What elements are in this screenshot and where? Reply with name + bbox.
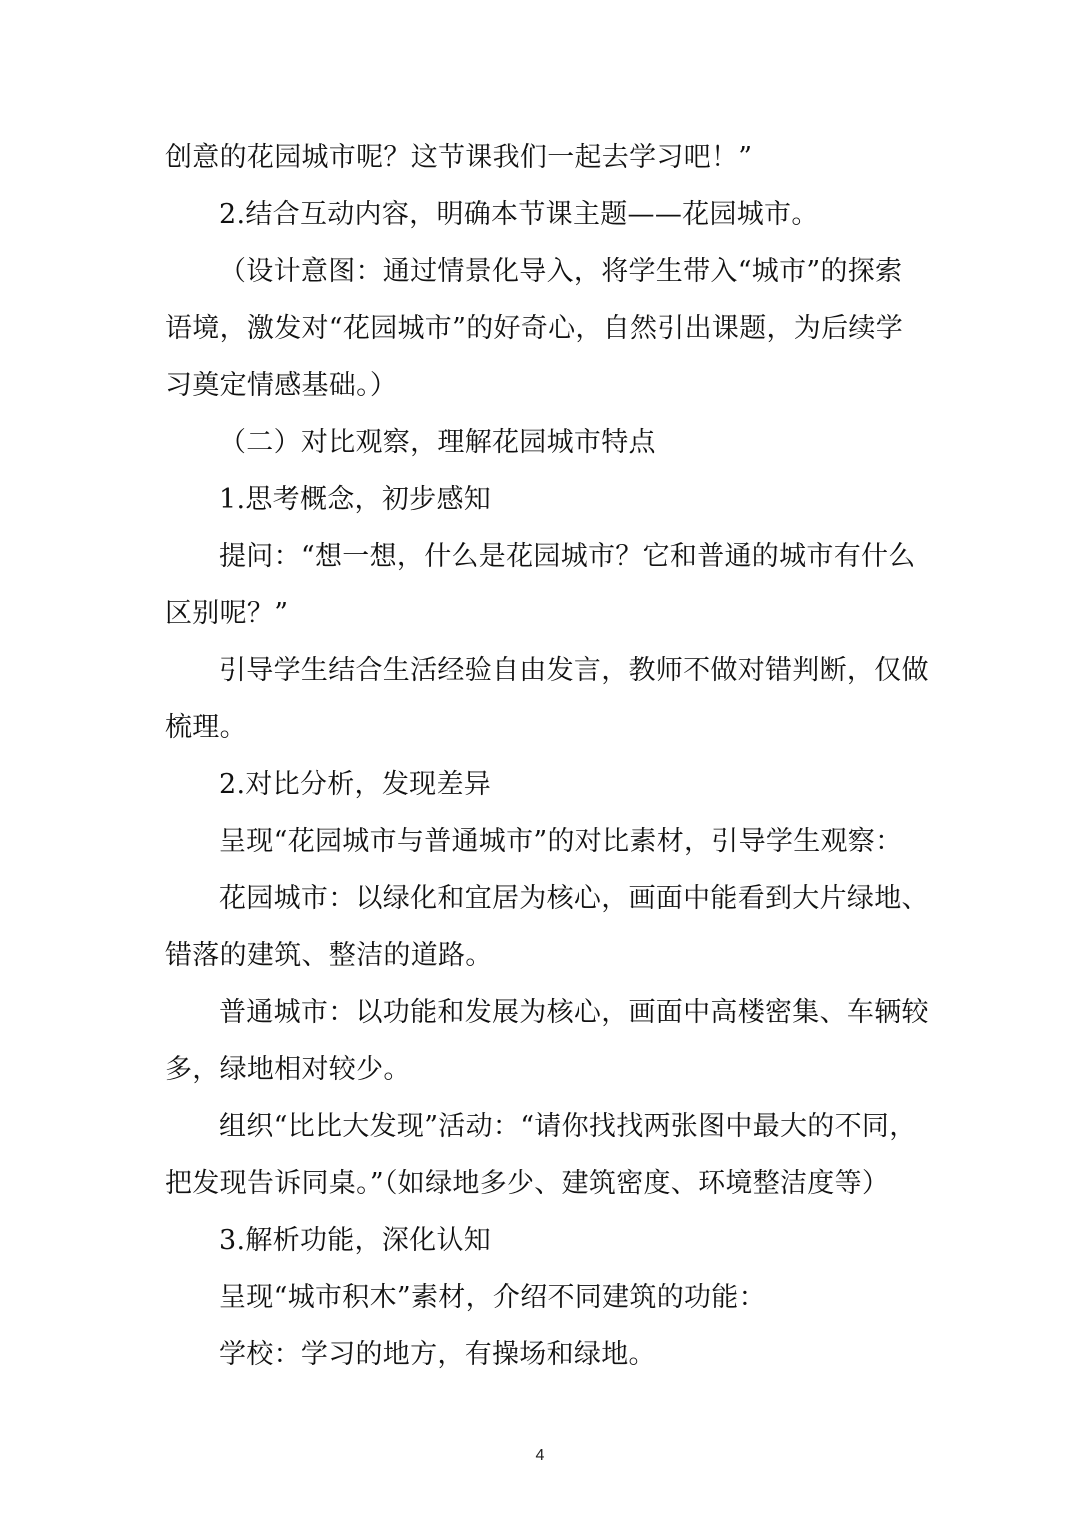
text-line: 梳理。 (165, 712, 247, 743)
section-heading: （二）对比观察，理解花园城市特点 (219, 427, 656, 458)
text-line: 创意的花园城市呢？这节课我们一起去学习吧！” (165, 142, 753, 173)
text-line: 学校：学习的地方，有操场和绿地。 (219, 1339, 656, 1370)
text-line: 呈现“城市积木”素材，介绍不同建筑的功能： (219, 1282, 766, 1313)
text-line: （设计意图：通过情景化导入，将学生带入“城市”的探索 (219, 256, 903, 287)
subsection-heading: 1.思考概念，初步感知 (219, 484, 492, 515)
text-line: 呈现“花园城市与普通城市”的对比素材，引导学生观察： (219, 826, 903, 857)
text-line: 错落的建筑、整洁的道路。 (165, 940, 493, 971)
text-line: 组织“比比大发现”活动：“请你找找两张图中最大的不同， (219, 1111, 917, 1142)
page-number: 4 (535, 1447, 545, 1464)
text-line: 花园城市：以绿化和宜居为核心，画面中能看到大片绿地、 (219, 883, 929, 914)
text-line: 习奠定情感基础。） (165, 370, 398, 401)
text-line: 多，绿地相对较少。 (165, 1054, 411, 1085)
text-line: 语境，激发对“花园城市”的好奇心，自然引出课题，为后续学 (165, 313, 904, 344)
text-line: 把发现告诉同桌。”（如绿地多少、建筑密度、环境整洁度等） (165, 1168, 890, 1199)
text-line: 引导学生结合生活经验自由发言，教师不做对错判断，仅做 (219, 655, 929, 686)
subsection-heading: 2.对比分析，发现差异 (219, 769, 492, 800)
text-line: 普通城市：以功能和发展为核心，画面中高楼密集、车辆较 (219, 997, 929, 1028)
text-line: 提问：“想一想，什么是花园城市？它和普通的城市有什么 (219, 541, 916, 572)
subsection-heading: 3.解析功能，深化认知 (219, 1225, 492, 1256)
text-line: 2.结合互动内容，明确本节课主题——花园城市。 (219, 199, 819, 230)
text-line: 区别呢？” (165, 598, 289, 629)
